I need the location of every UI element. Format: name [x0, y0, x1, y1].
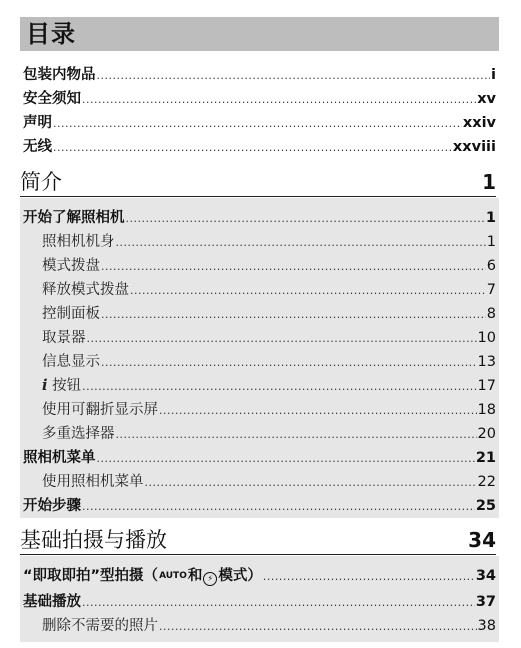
toc-entry-camera-body[interactable] [42, 232, 496, 253]
toc-entry-first-steps[interactable] [23, 496, 496, 517]
dot-leader [159, 401, 477, 421]
toc-entry-basic-playback[interactable] [23, 592, 496, 613]
dot-leader [130, 281, 486, 301]
toc-entry-label: 照相机菜单 [23, 450, 96, 466]
toc-entry-wireless[interactable] [23, 137, 496, 158]
section-heading-introduction[interactable] [20, 170, 496, 197]
dot-leader [82, 90, 476, 110]
toc-entry-page: 38 [477, 618, 496, 634]
toc-entry-page: xv [477, 91, 496, 107]
dot-leader [145, 473, 477, 493]
toc-entry-label: 释放模式拨盘 [42, 282, 129, 298]
toc-entry-page: 10 [477, 330, 496, 346]
toc-entry-label: 声明 [23, 115, 52, 131]
toc-entry-label: 删除不需要的照片 [42, 618, 158, 634]
toc-entry-page: 25 [475, 498, 496, 514]
toc-entry-control-panel[interactable] [42, 304, 496, 325]
toc-entry-label: 使用照相机菜单 [42, 474, 144, 490]
toc-entry-label: 开始步骤 [23, 498, 81, 514]
toc-entry-page: 13 [477, 354, 496, 370]
dot-leader [263, 567, 475, 587]
toc-entry-label: 信息显示 [42, 354, 100, 370]
toc-entry-package-contents[interactable] [23, 65, 496, 86]
dot-leader [82, 377, 476, 397]
toc-entry-safety[interactable] [23, 89, 496, 110]
toc-entry-label-mid: 和 [187, 568, 203, 584]
toc-entry-page: 1 [485, 210, 496, 226]
toc-entry-camera-menus[interactable] [23, 448, 496, 469]
toc-title: 目录 [26, 20, 76, 48]
toc-entry-label: 模式拨盘 [42, 258, 100, 274]
toc-entry-page: 18 [477, 402, 496, 418]
i-button-icon: i [42, 377, 48, 394]
toc-entry-getting-to-know[interactable] [23, 208, 496, 229]
toc-entry-info-display[interactable] [42, 352, 496, 373]
toc-entry-label: 使用可翻折显示屏 [42, 402, 158, 418]
toc-entry-tilting-monitor[interactable] [42, 400, 496, 421]
dot-leader [101, 257, 486, 277]
toc-entry-label-start: “即取即拍”型拍摄（ [23, 568, 159, 584]
toc-entry-page: xxiv [462, 115, 496, 131]
flash-off-icon: ⚡ [203, 572, 217, 586]
toc-entry-using-menus[interactable] [42, 472, 496, 493]
toc-entry-mode-dial[interactable] [42, 256, 496, 277]
toc-entry-label: 多重选择器 [42, 426, 115, 442]
toc-entry-label: 控制面板 [42, 306, 100, 322]
dot-leader [116, 233, 486, 253]
section-page: 34 [468, 528, 496, 552]
toc-entry-label: 基础播放 [23, 594, 81, 610]
toc-entry-page: 1 [486, 234, 496, 250]
dot-leader [87, 329, 477, 349]
toc-entry-page: 34 [475, 568, 496, 584]
toc-entry-page: 21 [475, 450, 496, 466]
toc-entry-delete-photos[interactable] [42, 616, 496, 637]
section-title: 简介 [20, 170, 62, 194]
toc-entry-page: 6 [486, 258, 496, 274]
toc-entry-viewfinder[interactable] [42, 328, 496, 349]
dot-leader [116, 425, 477, 445]
section-title: 基础拍摄与播放 [20, 528, 167, 552]
toc-entry-release-mode-dial[interactable] [42, 280, 496, 301]
toc-entry-label: 照相机机身 [42, 234, 115, 250]
toc-title-bar [20, 17, 499, 51]
dot-leader [101, 305, 486, 325]
toc-entry-label [42, 376, 81, 396]
dot-leader [82, 497, 475, 517]
toc-entry-page: 17 [477, 378, 496, 394]
dot-leader [159, 617, 477, 637]
toc-entry-label [23, 566, 262, 586]
toc-entry-label: 包装内物品 [23, 67, 96, 83]
toc-entry-multi-selector[interactable] [42, 424, 496, 445]
toc-entry-label: 无线 [23, 139, 52, 155]
toc-entry-label: 取景器 [42, 330, 86, 346]
toc-entry-label: 开始了解照相机 [23, 210, 125, 226]
section-heading-basic-shooting[interactable] [20, 528, 496, 555]
toc-entry-point-and-shoot[interactable] [23, 566, 496, 587]
toc-entry-label-text: 按钮 [52, 378, 82, 394]
toc-entry-page: 8 [486, 306, 496, 322]
toc-entry-page: xxviii [452, 139, 496, 155]
dot-leader [53, 138, 452, 158]
auto-mode-icon: AUTO [159, 571, 187, 581]
dot-leader [101, 353, 477, 373]
toc-entry-page: 20 [477, 426, 496, 442]
toc-entry-page: 7 [486, 282, 496, 298]
toc-entry-i-button[interactable] [42, 376, 496, 397]
section-page: 1 [482, 170, 496, 194]
toc-entry-label-end: 模式） [218, 568, 262, 584]
dot-leader [97, 449, 475, 469]
dot-leader [82, 593, 475, 613]
toc-entry-page: 37 [475, 594, 496, 610]
dot-leader [126, 209, 485, 229]
toc-entry-page: 22 [477, 474, 496, 490]
toc-entry-label: 安全须知 [23, 91, 81, 107]
dot-leader [53, 114, 462, 134]
toc-entry-page: i [491, 67, 496, 83]
dot-leader [97, 66, 491, 86]
toc-entry-notices[interactable] [23, 113, 496, 134]
